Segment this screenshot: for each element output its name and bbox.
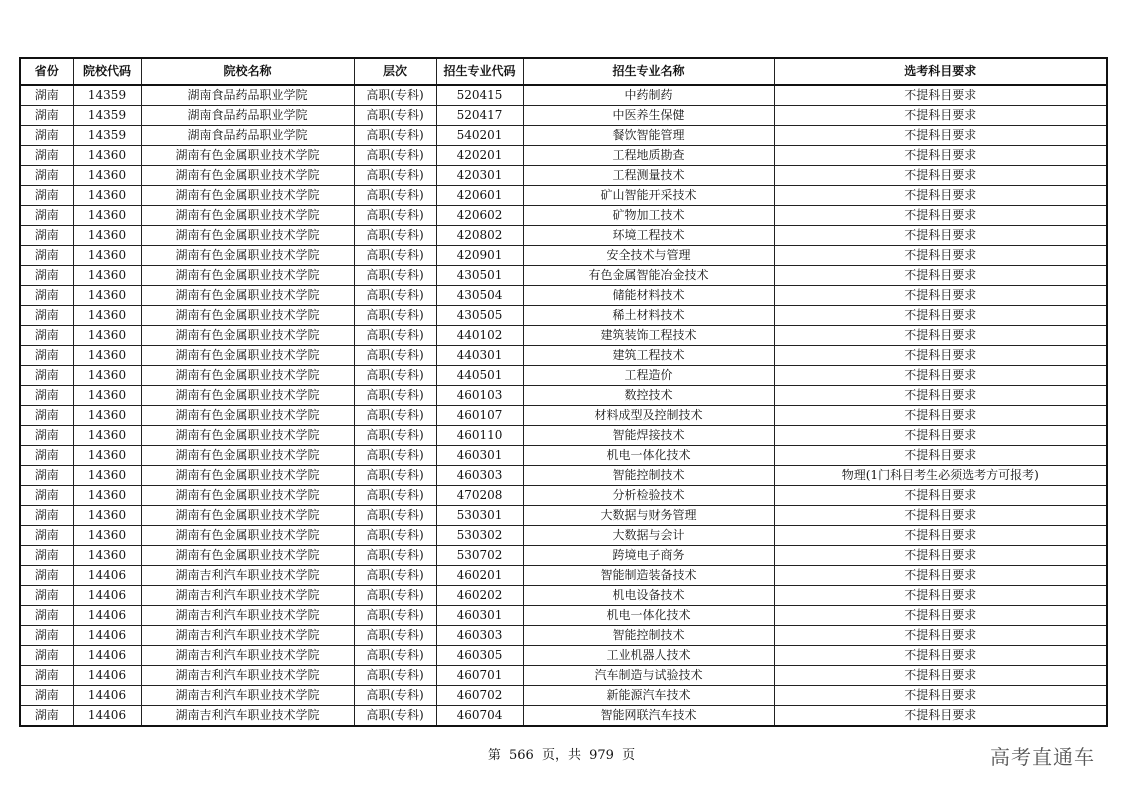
cell-school-code: 14360 <box>73 346 141 366</box>
cell-province: 湖南 <box>20 126 73 146</box>
cell-level: 高职(专科) <box>354 426 436 446</box>
cell-major-code: 420201 <box>436 146 523 166</box>
cell-major-name: 中药制药 <box>523 85 774 106</box>
cell-major-code: 430504 <box>436 286 523 306</box>
cell-school-code: 14360 <box>73 246 141 266</box>
cell-major-code: 420301 <box>436 166 523 186</box>
cell-major-code: 460202 <box>436 586 523 606</box>
cell-school-name: 湖南有色金属职业技术学院 <box>141 206 354 226</box>
cell-major-name: 稀土材料技术 <box>523 306 774 326</box>
cell-level: 高职(专科) <box>354 206 436 226</box>
cell-subject-requirement: 不提科目要求 <box>774 406 1107 426</box>
cell-major-name: 新能源汽车技术 <box>523 686 774 706</box>
cell-major-code: 420901 <box>436 246 523 266</box>
cell-major-name: 建筑工程技术 <box>523 346 774 366</box>
cell-level: 高职(专科) <box>354 686 436 706</box>
cell-school-name: 湖南有色金属职业技术学院 <box>141 346 354 366</box>
table-row <box>20 386 1107 406</box>
cell-level: 高职(专科) <box>354 446 436 466</box>
cell-major-name: 智能控制技术 <box>523 466 774 486</box>
cell-province: 湖南 <box>20 286 73 306</box>
cell-school-name: 湖南有色金属职业技术学院 <box>141 166 354 186</box>
cell-major-code: 520415 <box>436 85 523 106</box>
cell-school-code: 14360 <box>73 306 141 326</box>
cell-level: 高职(专科) <box>354 126 436 146</box>
cell-school-code: 14360 <box>73 506 141 526</box>
table-row <box>20 626 1107 646</box>
cell-school-name: 湖南有色金属职业技术学院 <box>141 226 354 246</box>
cell-level: 高职(专科) <box>354 666 436 686</box>
brand-watermark: 高考直通车 <box>990 745 1095 769</box>
cell-subject-requirement: 不提科目要求 <box>774 126 1107 146</box>
cell-major-name: 环境工程技术 <box>523 226 774 246</box>
header-subject-requirement: 选考科目要求 <box>774 58 1107 85</box>
cell-school-code: 14359 <box>73 85 141 106</box>
cell-province: 湖南 <box>20 626 73 646</box>
cell-major-code: 460303 <box>436 626 523 646</box>
cell-major-code: 460103 <box>436 386 523 406</box>
cell-subject-requirement: 不提科目要求 <box>774 506 1107 526</box>
cell-major-name: 安全技术与管理 <box>523 246 774 266</box>
cell-major-code: 460303 <box>436 466 523 486</box>
table-row <box>20 666 1107 686</box>
cell-province: 湖南 <box>20 226 73 246</box>
table-row <box>20 206 1107 226</box>
cell-school-name: 湖南吉利汽车职业技术学院 <box>141 666 354 686</box>
cell-school-name: 湖南吉利汽车职业技术学院 <box>141 706 354 727</box>
cell-level: 高职(专科) <box>354 85 436 106</box>
cell-major-name: 餐饮智能管理 <box>523 126 774 146</box>
cell-subject-requirement: 不提科目要求 <box>774 566 1107 586</box>
cell-school-name: 湖南有色金属职业技术学院 <box>141 506 354 526</box>
header-school-name: 院校名称 <box>141 58 354 85</box>
cell-major-name: 跨境电子商务 <box>523 546 774 566</box>
cell-school-code: 14360 <box>73 166 141 186</box>
cell-level: 高职(专科) <box>354 306 436 326</box>
cell-school-name: 湖南有色金属职业技术学院 <box>141 526 354 546</box>
page-label: 第 <box>487 748 501 763</box>
cell-school-code: 14360 <box>73 426 141 446</box>
cell-province: 湖南 <box>20 346 73 366</box>
cell-major-name: 工程地质勘查 <box>523 146 774 166</box>
cell-major-name: 中医养生保健 <box>523 106 774 126</box>
cell-subject-requirement: 不提科目要求 <box>774 246 1107 266</box>
cell-school-name: 湖南有色金属职业技术学院 <box>141 406 354 426</box>
header-province: 省份 <box>20 58 73 85</box>
cell-level: 高职(专科) <box>354 366 436 386</box>
table-row <box>20 546 1107 566</box>
cell-level: 高职(专科) <box>354 326 436 346</box>
cell-province: 湖南 <box>20 85 73 106</box>
table-body <box>20 85 1107 726</box>
table-row <box>20 186 1107 206</box>
cell-subject-requirement: 不提科目要求 <box>774 446 1107 466</box>
cell-major-name: 建筑装饰工程技术 <box>523 326 774 346</box>
cell-major-name: 大数据与财务管理 <box>523 506 774 526</box>
cell-school-code: 14360 <box>73 406 141 426</box>
cell-subject-requirement: 不提科目要求 <box>774 326 1107 346</box>
cell-school-name: 湖南有色金属职业技术学院 <box>141 306 354 326</box>
cell-major-name: 智能制造装备技术 <box>523 566 774 586</box>
cell-province: 湖南 <box>20 266 73 286</box>
cell-subject-requirement: 不提科目要求 <box>774 166 1107 186</box>
cell-subject-requirement: 不提科目要求 <box>774 586 1107 606</box>
cell-major-name: 机电一体化技术 <box>523 606 774 626</box>
cell-school-code: 14406 <box>73 666 141 686</box>
cell-school-name: 湖南食品药品职业学院 <box>141 106 354 126</box>
cell-major-code: 460704 <box>436 706 523 727</box>
table-row <box>20 126 1107 146</box>
cell-school-name: 湖南吉利汽车职业技术学院 <box>141 566 354 586</box>
header-school-code: 院校代码 <box>73 58 141 85</box>
cell-province: 湖南 <box>20 306 73 326</box>
cell-province: 湖南 <box>20 586 73 606</box>
cell-school-name: 湖南吉利汽车职业技术学院 <box>141 606 354 626</box>
cell-subject-requirement: 不提科目要求 <box>774 226 1107 246</box>
cell-province: 湖南 <box>20 506 73 526</box>
cell-level: 高职(专科) <box>354 226 436 246</box>
cell-major-code: 530702 <box>436 546 523 566</box>
cell-school-name: 湖南食品药品职业学院 <box>141 126 354 146</box>
table-row <box>20 106 1107 126</box>
cell-major-code: 520417 <box>436 106 523 126</box>
table-row <box>20 446 1107 466</box>
cell-subject-requirement: 不提科目要求 <box>774 706 1107 727</box>
cell-school-code: 14406 <box>73 646 141 666</box>
cell-major-name: 机电一体化技术 <box>523 446 774 466</box>
cell-school-code: 14360 <box>73 466 141 486</box>
cell-level: 高职(专科) <box>354 146 436 166</box>
cell-level: 高职(专科) <box>354 626 436 646</box>
cell-province: 湖南 <box>20 546 73 566</box>
cell-major-code: 460301 <box>436 606 523 626</box>
cell-province: 湖南 <box>20 606 73 626</box>
cell-school-name: 湖南吉利汽车职业技术学院 <box>141 626 354 646</box>
cell-province: 湖南 <box>20 466 73 486</box>
total-pages: 979 <box>589 748 614 763</box>
cell-province: 湖南 <box>20 486 73 506</box>
cell-school-name: 湖南有色金属职业技术学院 <box>141 326 354 346</box>
cell-school-name: 湖南食品药品职业学院 <box>141 85 354 106</box>
cell-major-name: 汽车制造与试验技术 <box>523 666 774 686</box>
table-row <box>20 85 1107 106</box>
cell-subject-requirement: 不提科目要求 <box>774 646 1107 666</box>
cell-subject-requirement: 不提科目要求 <box>774 85 1107 106</box>
cell-province: 湖南 <box>20 446 73 466</box>
cell-subject-requirement: 不提科目要求 <box>774 666 1107 686</box>
table-row <box>20 286 1107 306</box>
cell-subject-requirement: 不提科目要求 <box>774 546 1107 566</box>
page-number: 566 <box>509 748 534 763</box>
cell-school-code: 14406 <box>73 606 141 626</box>
cell-subject-requirement: 不提科目要求 <box>774 486 1107 506</box>
cell-level: 高职(专科) <box>354 406 436 426</box>
cell-school-code: 14360 <box>73 366 141 386</box>
cell-school-name: 湖南有色金属职业技术学院 <box>141 146 354 166</box>
cell-major-code: 430501 <box>436 266 523 286</box>
cell-major-name: 矿山智能开采技术 <box>523 186 774 206</box>
cell-major-code: 530302 <box>436 526 523 546</box>
cell-level: 高职(专科) <box>354 586 436 606</box>
cell-major-code: 530301 <box>436 506 523 526</box>
table-row <box>20 706 1107 727</box>
cell-level: 高职(专科) <box>354 486 436 506</box>
admissions-table <box>19 57 1108 727</box>
cell-major-code: 460110 <box>436 426 523 446</box>
cell-subject-requirement: 物理(1门科目考生必须选考方可报考) <box>774 466 1107 486</box>
cell-major-name: 储能材料技术 <box>523 286 774 306</box>
cell-major-code: 460201 <box>436 566 523 586</box>
cell-subject-requirement: 不提科目要求 <box>774 526 1107 546</box>
cell-province: 湖南 <box>20 206 73 226</box>
cell-subject-requirement: 不提科目要求 <box>774 626 1107 646</box>
cell-subject-requirement: 不提科目要求 <box>774 106 1107 126</box>
cell-province: 湖南 <box>20 646 73 666</box>
cell-school-code: 14406 <box>73 566 141 586</box>
cell-level: 高职(专科) <box>354 186 436 206</box>
cell-subject-requirement: 不提科目要求 <box>774 346 1107 366</box>
table-row <box>20 266 1107 286</box>
cell-province: 湖南 <box>20 366 73 386</box>
cell-school-name: 湖南有色金属职业技术学院 <box>141 486 354 506</box>
cell-major-code: 420602 <box>436 206 523 226</box>
cell-province: 湖南 <box>20 386 73 406</box>
cell-subject-requirement: 不提科目要求 <box>774 146 1107 166</box>
cell-province: 湖南 <box>20 706 73 727</box>
cell-major-name: 分析检验技术 <box>523 486 774 506</box>
cell-subject-requirement: 不提科目要求 <box>774 266 1107 286</box>
cell-school-name: 湖南有色金属职业技术学院 <box>141 446 354 466</box>
cell-major-code: 440501 <box>436 366 523 386</box>
table-row <box>20 306 1107 326</box>
cell-school-name: 湖南有色金属职业技术学院 <box>141 186 354 206</box>
cell-major-name: 智能焊接技术 <box>523 426 774 446</box>
cell-school-code: 14360 <box>73 286 141 306</box>
cell-major-name: 工程造价 <box>523 366 774 386</box>
cell-province: 湖南 <box>20 566 73 586</box>
cell-level: 高职(专科) <box>354 286 436 306</box>
table-row <box>20 366 1107 386</box>
cell-school-code: 14360 <box>73 326 141 346</box>
cell-major-code: 460702 <box>436 686 523 706</box>
cell-school-name: 湖南吉利汽车职业技术学院 <box>141 686 354 706</box>
table-row <box>20 406 1107 426</box>
cell-level: 高职(专科) <box>354 706 436 727</box>
table-row <box>20 226 1107 246</box>
table-row <box>20 506 1107 526</box>
table-row <box>20 686 1107 706</box>
table-row <box>20 486 1107 506</box>
cell-major-name: 智能网联汽车技术 <box>523 706 774 727</box>
cell-school-code: 14359 <box>73 106 141 126</box>
cell-major-code: 420802 <box>436 226 523 246</box>
cell-subject-requirement: 不提科目要求 <box>774 186 1107 206</box>
cell-school-code: 14360 <box>73 226 141 246</box>
header-level: 层次 <box>354 58 436 85</box>
cell-province: 湖南 <box>20 186 73 206</box>
cell-province: 湖南 <box>20 326 73 346</box>
cell-major-name: 工程测量技术 <box>523 166 774 186</box>
cell-school-name: 湖南有色金属职业技术学院 <box>141 426 354 446</box>
page-unit: 页，共 <box>541 748 581 763</box>
cell-province: 湖南 <box>20 146 73 166</box>
cell-province: 湖南 <box>20 246 73 266</box>
cell-school-code: 14360 <box>73 266 141 286</box>
cell-level: 高职(专科) <box>354 106 436 126</box>
header-major-name: 招生专业名称 <box>523 58 774 85</box>
cell-major-name: 大数据与会计 <box>523 526 774 546</box>
cell-major-code: 440301 <box>436 346 523 366</box>
cell-school-code: 14360 <box>73 146 141 166</box>
cell-province: 湖南 <box>20 106 73 126</box>
cell-school-name: 湖南有色金属职业技术学院 <box>141 286 354 306</box>
cell-school-code: 14406 <box>73 626 141 646</box>
cell-school-name: 湖南有色金属职业技术学院 <box>141 546 354 566</box>
cell-major-name: 有色金属智能冶金技术 <box>523 266 774 286</box>
table-row <box>20 606 1107 626</box>
cell-province: 湖南 <box>20 666 73 686</box>
table-row <box>20 166 1107 186</box>
cell-major-name: 矿物加工技术 <box>523 206 774 226</box>
cell-province: 湖南 <box>20 686 73 706</box>
cell-subject-requirement: 不提科目要求 <box>774 606 1107 626</box>
cell-major-code: 440102 <box>436 326 523 346</box>
cell-school-name: 湖南有色金属职业技术学院 <box>141 386 354 406</box>
cell-school-name: 湖南有色金属职业技术学院 <box>141 466 354 486</box>
cell-major-code: 460301 <box>436 446 523 466</box>
cell-major-code: 430505 <box>436 306 523 326</box>
cell-school-code: 14360 <box>73 206 141 226</box>
cell-subject-requirement: 不提科目要求 <box>774 426 1107 446</box>
cell-level: 高职(专科) <box>354 566 436 586</box>
table-row <box>20 566 1107 586</box>
cell-school-code: 14360 <box>73 526 141 546</box>
cell-province: 湖南 <box>20 406 73 426</box>
cell-level: 高职(专科) <box>354 466 436 486</box>
cell-level: 高职(专科) <box>354 546 436 566</box>
table-header-row <box>20 58 1107 85</box>
header-major-code: 招生专业代码 <box>436 58 523 85</box>
cell-subject-requirement: 不提科目要求 <box>774 386 1107 406</box>
cell-major-name: 材料成型及控制技术 <box>523 406 774 426</box>
table-row <box>20 526 1107 546</box>
cell-level: 高职(专科) <box>354 346 436 366</box>
cell-major-name: 智能控制技术 <box>523 626 774 646</box>
table-row <box>20 586 1107 606</box>
table-row <box>20 346 1107 366</box>
cell-major-name: 工业机器人技术 <box>523 646 774 666</box>
total-unit: 页 <box>622 748 636 763</box>
cell-province: 湖南 <box>20 526 73 546</box>
cell-level: 高职(专科) <box>354 386 436 406</box>
cell-major-code: 460305 <box>436 646 523 666</box>
cell-school-name: 湖南有色金属职业技术学院 <box>141 246 354 266</box>
table-row <box>20 326 1107 346</box>
cell-school-name: 湖南吉利汽车职业技术学院 <box>141 646 354 666</box>
cell-major-code: 460701 <box>436 666 523 686</box>
cell-school-code: 14360 <box>73 446 141 466</box>
cell-level: 高职(专科) <box>354 646 436 666</box>
table-row <box>20 426 1107 446</box>
cell-school-code: 14360 <box>73 186 141 206</box>
table-row <box>20 246 1107 266</box>
cell-level: 高职(专科) <box>354 166 436 186</box>
cell-subject-requirement: 不提科目要求 <box>774 206 1107 226</box>
cell-school-code: 14360 <box>73 546 141 566</box>
cell-school-name: 湖南有色金属职业技术学院 <box>141 366 354 386</box>
cell-level: 高职(专科) <box>354 506 436 526</box>
cell-school-code: 14360 <box>73 486 141 506</box>
cell-level: 高职(专科) <box>354 606 436 626</box>
cell-subject-requirement: 不提科目要求 <box>774 306 1107 326</box>
cell-school-name: 湖南吉利汽车职业技术学院 <box>141 586 354 606</box>
cell-subject-requirement: 不提科目要求 <box>774 366 1107 386</box>
cell-level: 高职(专科) <box>354 526 436 546</box>
cell-school-code: 14406 <box>73 686 141 706</box>
cell-major-code: 540201 <box>436 126 523 146</box>
cell-school-code: 14360 <box>73 386 141 406</box>
table-row <box>20 466 1107 486</box>
cell-major-code: 470208 <box>436 486 523 506</box>
cell-major-code: 460107 <box>436 406 523 426</box>
cell-level: 高职(专科) <box>354 246 436 266</box>
cell-subject-requirement: 不提科目要求 <box>774 686 1107 706</box>
cell-major-code: 420601 <box>436 186 523 206</box>
cell-province: 湖南 <box>20 166 73 186</box>
cell-school-code: 14406 <box>73 706 141 727</box>
cell-school-code: 14406 <box>73 586 141 606</box>
table-row <box>20 646 1107 666</box>
cell-school-name: 湖南有色金属职业技术学院 <box>141 266 354 286</box>
cell-major-name: 机电设备技术 <box>523 586 774 606</box>
cell-province: 湖南 <box>20 426 73 446</box>
table-row <box>20 146 1107 166</box>
cell-subject-requirement: 不提科目要求 <box>774 286 1107 306</box>
cell-level: 高职(专科) <box>354 266 436 286</box>
cell-major-name: 数控技术 <box>523 386 774 406</box>
page-footer <box>0 744 1123 763</box>
cell-school-code: 14359 <box>73 126 141 146</box>
